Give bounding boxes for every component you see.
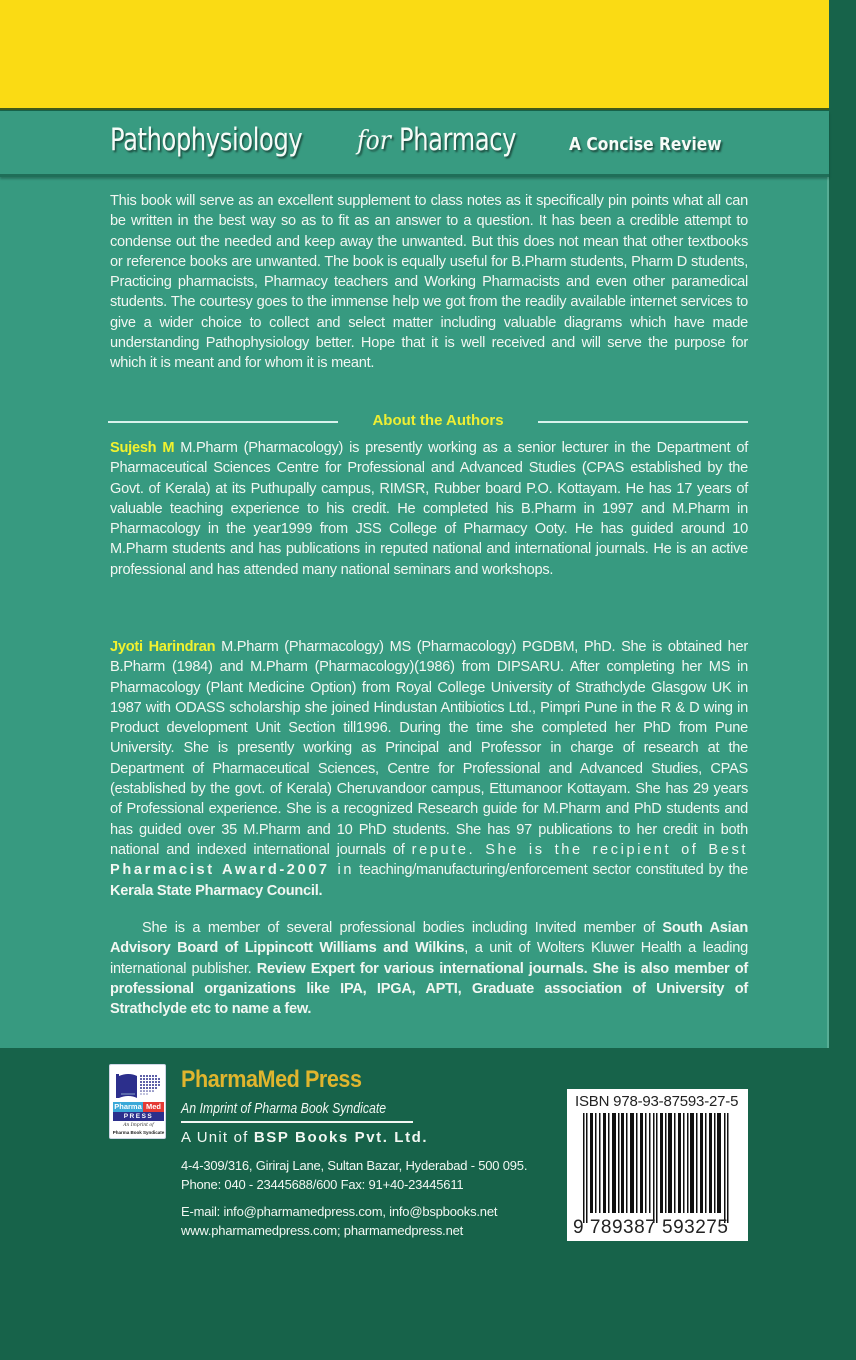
publisher-phone: Phone: 040 - 23445688/600 Fax: 91+40-23445611 [181, 1177, 464, 1192]
author-bio-cont: teaching/manufacturing/enforcement sector constituted by the [359, 862, 748, 879]
logo-press: PRESS [113, 1112, 164, 1121]
membership-cont: , a unit of Wolters Kluwer Health a leading international publisher. [110, 940, 748, 977]
yellow-header-band [0, 0, 829, 110]
publisher-website: www.pharmamedpress.com; pharmamedpress.net [181, 1223, 464, 1238]
logo-brand-bar [113, 1102, 164, 1112]
author-name-2: Jyoti Harindran [110, 639, 216, 655]
book-description: This book will serve as an excellent supplement to class notes as it specifically pin points what all can be written in the best way so as to fit as an answer to a question. It has been a credible attempt to condense out the needed and keep away the unwanted. But this does not mean that other textbooks or reference books are unwanted. The book is equally useful for B.Pharm students, Pharm D students, Practicing pharmacists, Pharmacy teachers and Working Pharmacists and even other paramedical students. The courtesy goes to the immense help we got from the readily available internet services to give a wider choice to collect and select matter including valuable diagrams which have made understanding Pathophysiology better. Hope that it is well received and will serve the purpose for which it is meant and for whom it is meant. [110, 193, 748, 372]
publisher-divider [181, 1121, 413, 1123]
author-bio-2-para2 [110, 918, 748, 1019]
authors-heading [108, 410, 750, 432]
title-connector: for [357, 126, 391, 156]
review-expert: Review Expert for various international journals. She is also member of professional organizations like IPA, IPGA, APTI, Graduate association of University of Strathclyde etc to name a few. [110, 960, 748, 1018]
membership-text: She is a member of several professional bodies including Invited member of [142, 920, 663, 936]
barcode-icon [583, 1113, 733, 1223]
author-bio-2 [110, 637, 748, 901]
publisher-unit [181, 1129, 428, 1146]
barcode-digits: 9 789387 593275 [573, 1217, 729, 1238]
publisher-contact-block [181, 1202, 497, 1240]
title-part2: Pharmacy [399, 122, 517, 158]
logo-brand-right: Med [143, 1102, 164, 1112]
publisher-imprint: An Imprint of Pharma Book Syndicate [181, 1100, 387, 1117]
authors-heading-label: About the Authors [372, 412, 504, 429]
divider-right [538, 421, 748, 423]
isbn-barcode-box [567, 1089, 748, 1241]
author-bio-1 [110, 438, 748, 580]
advisory-board: South Asian Advisory Board of Lippincott Williams and Wilkins [110, 920, 748, 957]
publisher-unit-prefix: A Unit of [181, 1129, 254, 1146]
publisher-logo [109, 1064, 166, 1139]
publisher-address-block [181, 1156, 527, 1194]
logo-imprint-small: An Imprint of [123, 1123, 154, 1128]
publisher-name: PharmaMed Press [181, 1066, 362, 1093]
title-part1: Pathophysiology [110, 122, 303, 158]
logo-syndicate-small: Pharma Book Syndicate [112, 1130, 165, 1135]
book-subtitle: A Concise Review [569, 134, 722, 155]
award-name: Pharmacist Award-2007 [110, 862, 330, 879]
logo-brand-left: Pharma [114, 1102, 142, 1111]
isbn-label: ISBN 978-93-87593-27-5 [575, 1093, 739, 1110]
publisher-email: E-mail: info@pharmamedpress.com, info@bspbooks.net [181, 1204, 498, 1219]
author-bio-text-2: M.Pharm (Pharmacology) MS (Pharmacology) PGDBM, PhD. She is obtained her B.Pharm (1984) and M.Pharm (Pharmacology)(1986) from DIPSARU. After completing her MS in Pharmacology (Plant Medicine Option) from Royal College University of Strathclyde Glasgow UK in 1987 with ODASS scholarship she joined Hindustan Antibiotics Ltd., Pimpri Pune in the R & D wing in Product development Unit Section till1996. During the time she completed her PhD from Pune University. She is presently working as Principal and Professor in charge of research at the Department of Pharmaceutical Sciences, Centre for Professional and Advanced Studies, CPAS (established by the govt. of Kerala) Cheruvandoor campus, Ettumanoor Kottayam. She has 29 years of Professional experience. She is a recognized Research guide for M.Pharm and PhD students and has guided over 35 M.Pharm and 10 PhD students. She has 97 publications to her credit in both national and indexed international journals of [110, 639, 748, 858]
book-logo-icon [115, 1070, 162, 1100]
publisher-unit-company: BSP Books Pvt. Ltd. [253, 1129, 429, 1146]
author-bio-spaced-end: in [329, 862, 355, 879]
book-spine-edge [829, 0, 856, 1360]
divider-left [108, 421, 338, 423]
author-name-1: Sujesh M [110, 440, 175, 456]
publisher-address: 4-4-309/316, Giriraj Lane, Sultan Bazar, Hyderabad - 500 095. [181, 1158, 528, 1173]
author-bio-spaced: repute. She is the recipient of Best [411, 841, 748, 858]
council-name: Kerala State Pharmacy Council. [110, 882, 323, 899]
author-bio-text-1: M.Pharm (Pharmacology) is presently working as a senior lecturer in the Department of Pharmaceutical Sciences Centre for Professional and Advanced Studies (CPAS established by the Govt. of Kerala) at its Puthupally campus, RIMSR, Rubber board P.O. Kottayam. He has 17 years of valuable teaching experience to his credit. He completed his B.Pharm in 1997 and M.Pharm in Pharmacology in the year1999 from JSS College of Pharmacy Ooty. He has guided around 10 M.Pharm students and has publications in reputed national and international journals. He is an active professional and has attended many national seminars and workshops. [110, 440, 749, 578]
